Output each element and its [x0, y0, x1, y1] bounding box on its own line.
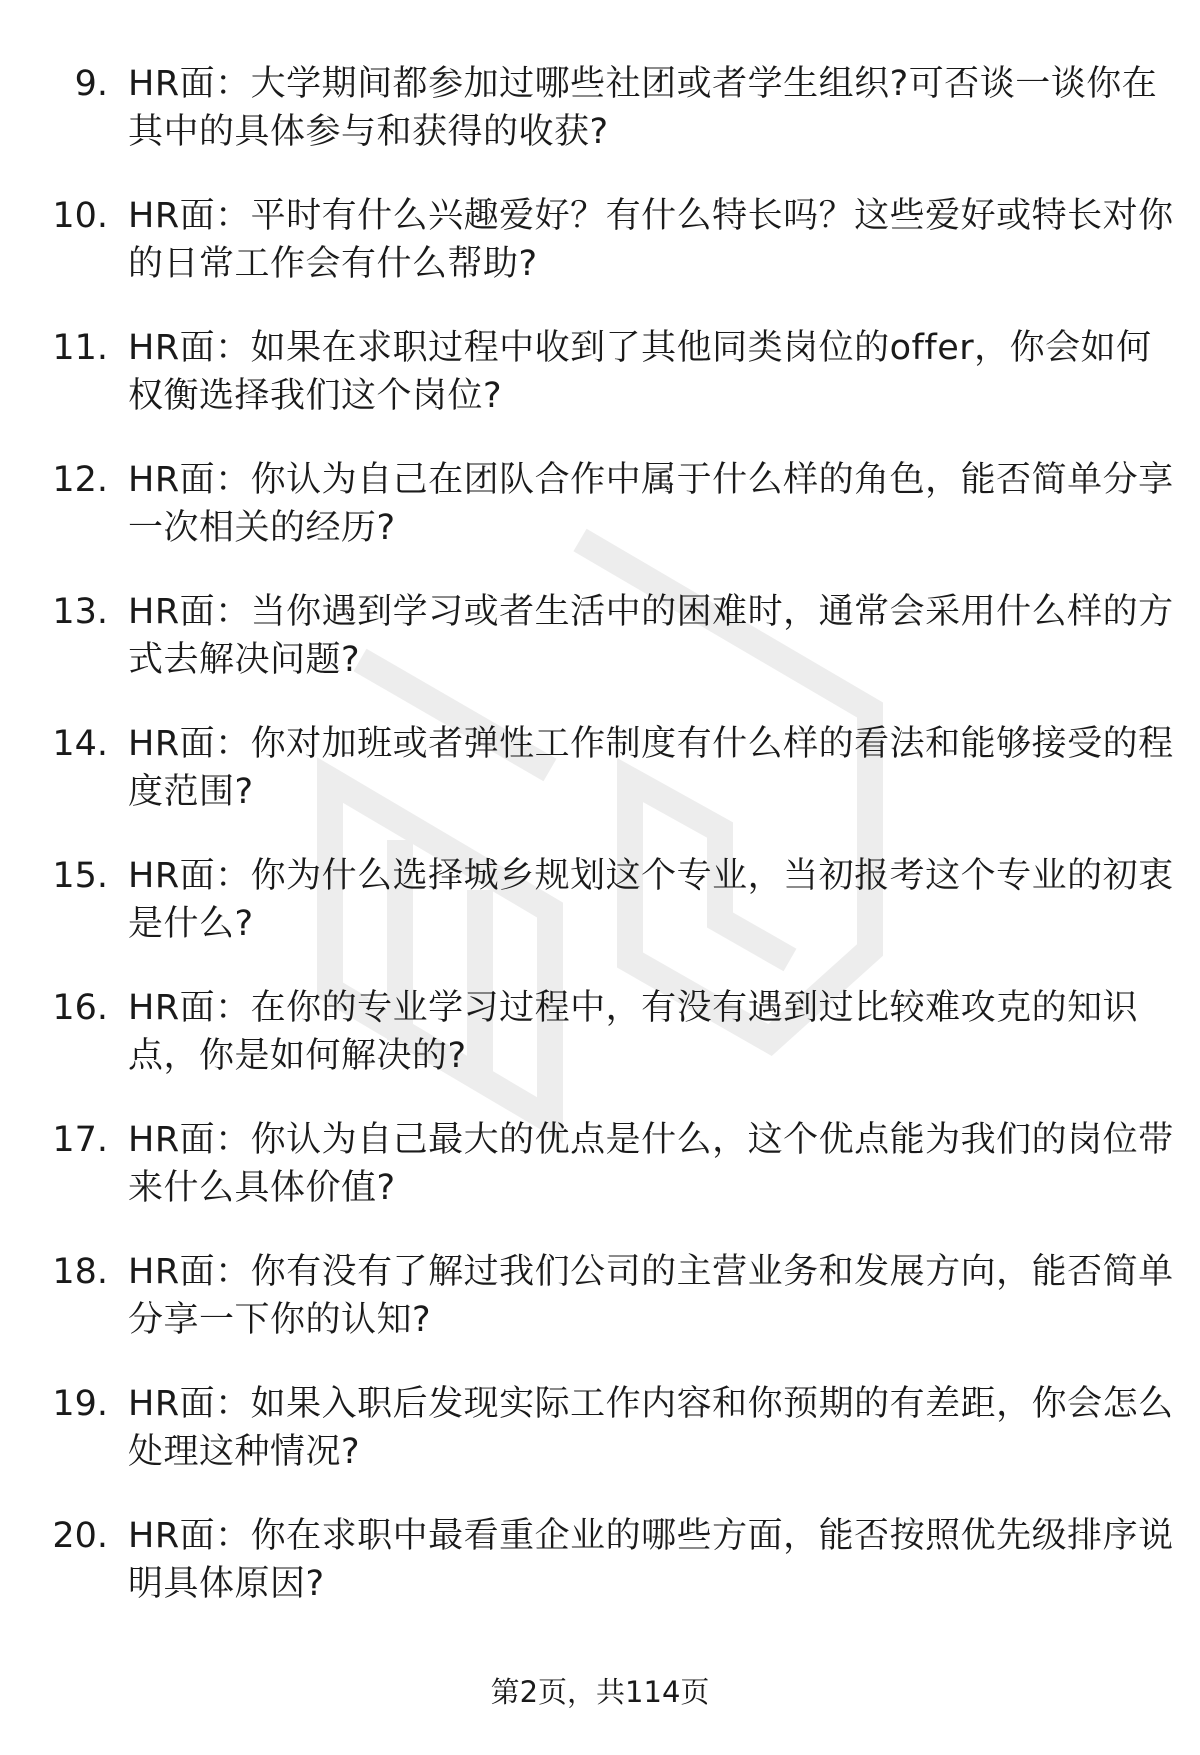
question-number: 18.	[52, 1252, 108, 1292]
question-list	[0, 60, 1200, 1644]
question-item	[0, 60, 1200, 192]
question-item	[0, 192, 1200, 324]
question-text: HR面：当你遇到学习或者生活中的困难时，通常会采用什么样的方式去解决问题?	[128, 592, 1174, 680]
question-text: HR面：平时有什么兴趣爱好？有什么特长吗？这些爱好或特长对你的日常工作会有什么帮助?	[128, 196, 1174, 284]
question-text: HR面：你在求职中最看重企业的哪些方面，能否按照优先级排序说明具体原因?	[128, 1516, 1174, 1604]
question-item	[0, 852, 1200, 984]
question-text: HR面：大学期间都参加过哪些社团或者学生组织?可否谈一谈你在其中的具体参与和获得的收获?	[128, 64, 1158, 152]
question-number: 11.	[52, 328, 108, 368]
question-text: HR面：你为什么选择城乡规划这个专业，当初报考这个专业的初衷是什么?	[128, 856, 1174, 944]
question-item	[0, 456, 1200, 588]
question-item	[0, 324, 1200, 456]
question-item	[0, 588, 1200, 720]
question-text: HR面：如果入职后发现实际工作内容和你预期的有差距，你会怎么处理这种情况?	[128, 1384, 1174, 1472]
question-item	[0, 984, 1200, 1116]
question-text: HR面：在你的专业学习过程中，有没有遇到过比较难攻克的知识点，你是如何解决的?	[128, 988, 1139, 1076]
question-text: HR面：你认为自己在团队合作中属于什么样的角色，能否简单分享一次相关的经历?	[128, 460, 1174, 548]
question-item	[0, 1380, 1200, 1512]
question-number: 20.	[52, 1516, 108, 1556]
page-footer: 第2页，共114页	[490, 1675, 710, 1709]
question-number: 13.	[52, 592, 108, 632]
question-number: 19.	[52, 1384, 108, 1424]
question-number: 12.	[52, 460, 108, 500]
question-number: 10.	[52, 196, 108, 236]
question-item	[0, 1248, 1200, 1380]
question-number: 17.	[52, 1120, 108, 1160]
question-number: 14.	[52, 724, 108, 764]
question-item	[0, 1512, 1200, 1644]
question-item	[0, 720, 1200, 852]
question-text: HR面：如果在求职过程中收到了其他同类岗位的offer，你会如何权衡选择我们这个岗位?	[128, 328, 1152, 416]
question-text: HR面：你有没有了解过我们公司的主营业务和发展方向，能否简单分享一下你的认知?	[128, 1252, 1174, 1340]
question-text: HR面：你对加班或者弹性工作制度有什么样的看法和能够接受的程度范围?	[128, 724, 1174, 812]
question-item	[0, 1116, 1200, 1248]
question-text: HR面：你认为自己最大的优点是什么，这个优点能为我们的岗位带来什么具体价值?	[128, 1120, 1174, 1208]
question-number: 9.	[74, 64, 108, 104]
question-number: 16.	[52, 988, 108, 1028]
question-number: 15.	[52, 856, 108, 896]
